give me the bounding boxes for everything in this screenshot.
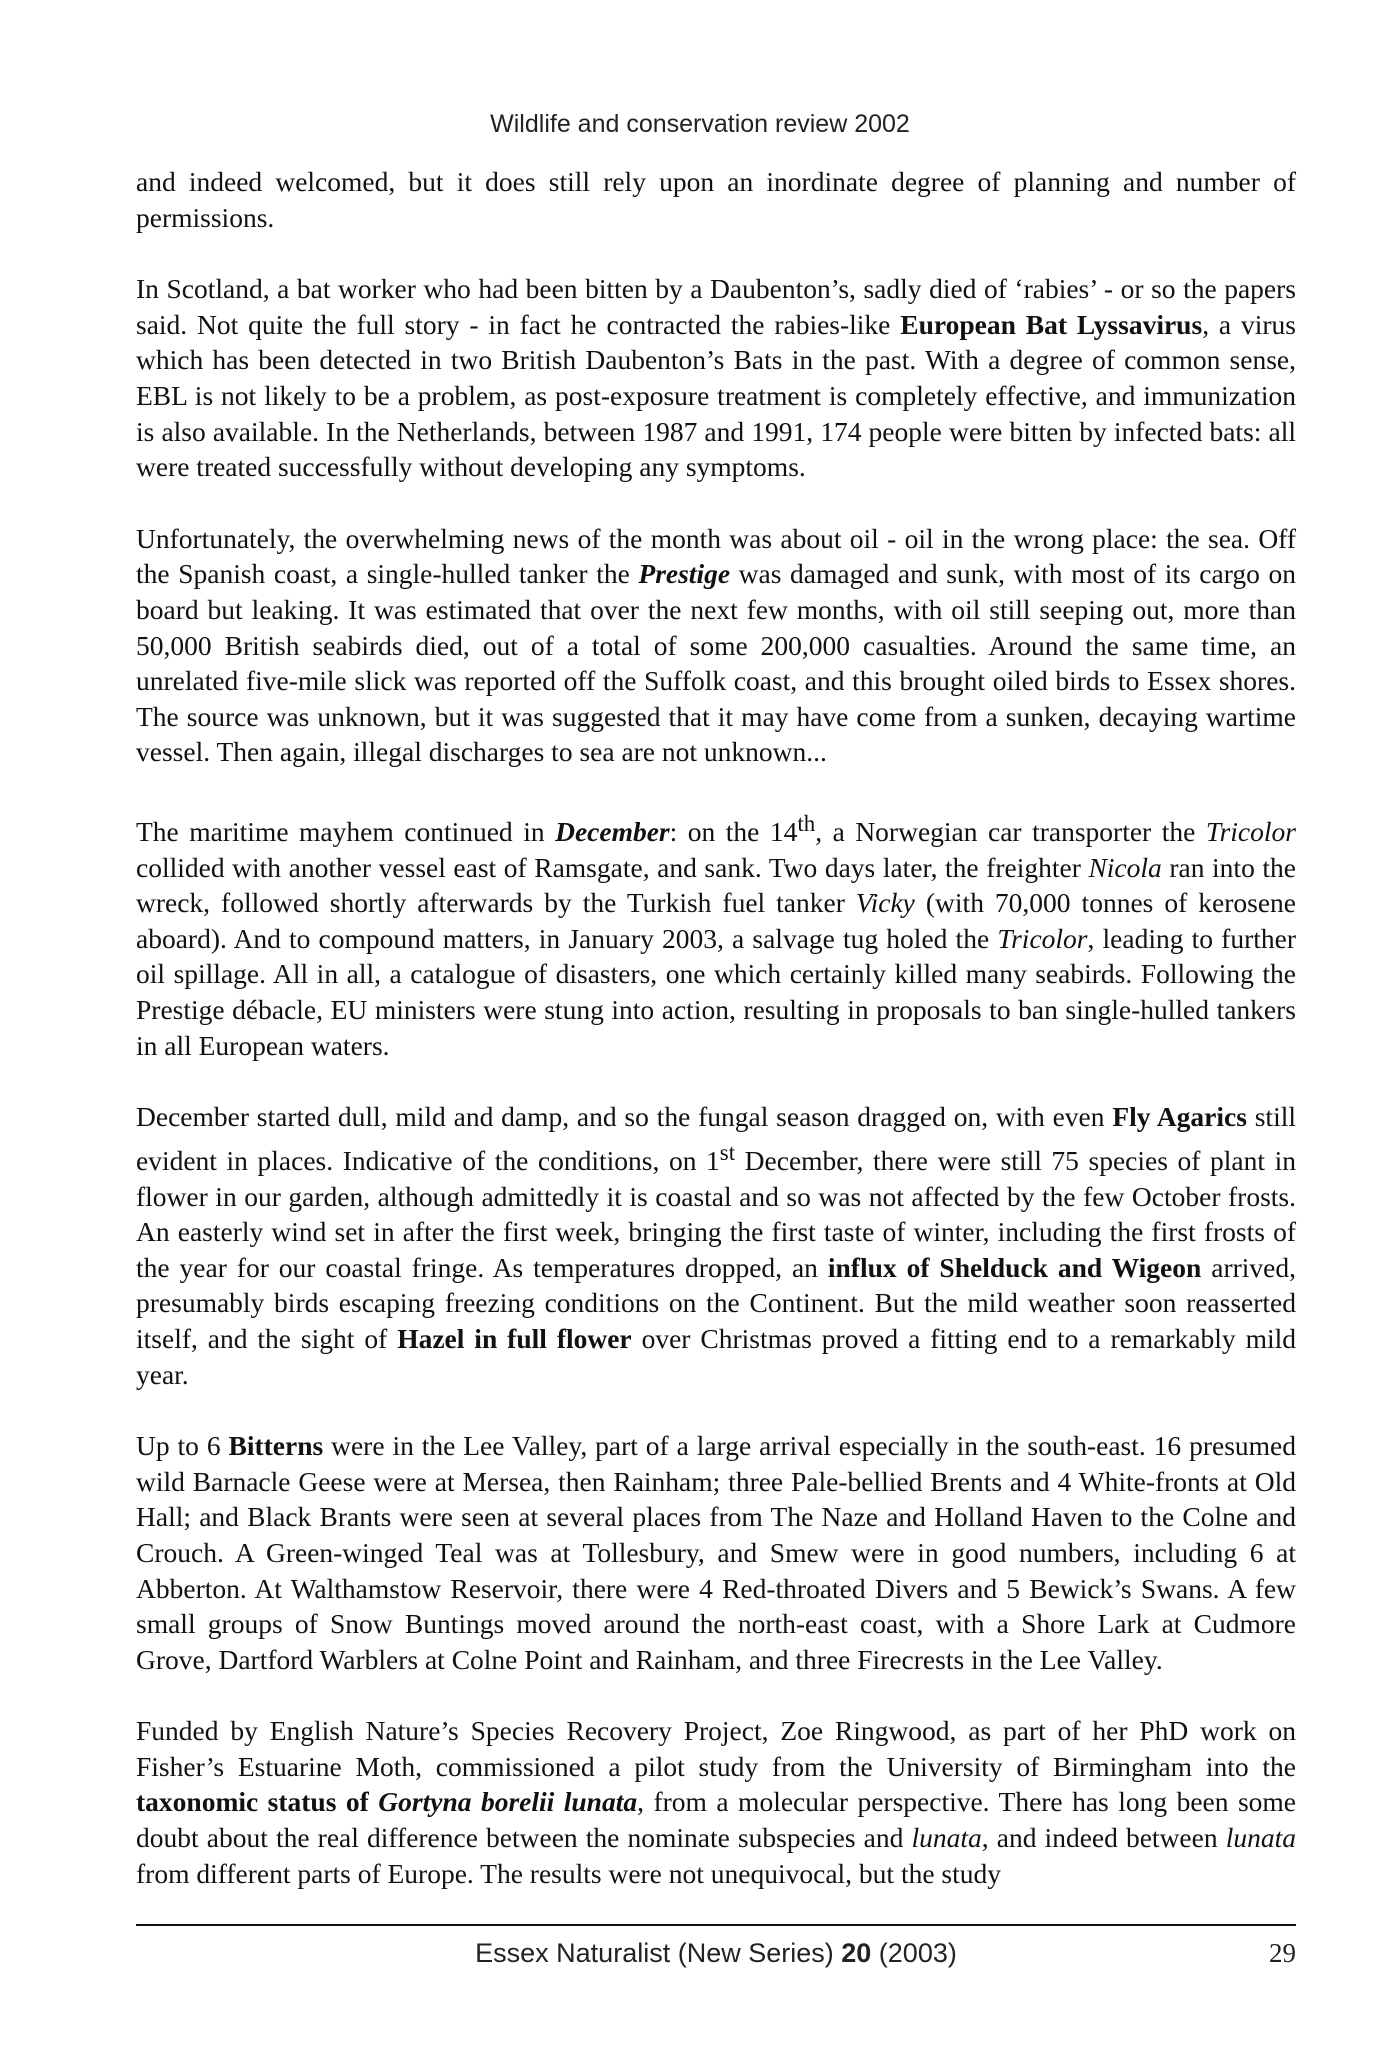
paragraph-december-maritime: The maritime mayhem continued in December: on the 14th, a Norwegian car transporter the Tricolor collided with another vessel east of Ramsgate, and sank. Two days later, the freighter Nicola ran into the wreck, followed shortly afterwards by the Turkish fuel tanker Vicky (with 70,000 tonnes of kerosene aboard). And to compound matters, in January 2003, a salvage tug holed the Tricolor, leading to further oil spillage. All in all, a catalogue of disasters, one which certainly killed many seabirds. Following the Prestige débacle, EU ministers were stung into action, resulting in proposals to ban single-hulled tankers in all European waters. xyxy=(136,810,1296,1061)
paragraph-bird-sightings: Up to 6 Bitterns were in the Lee Valley, part of a large arrival especially in the south-east. 16 presumed wild Barnacle Geese were at Mersea, then Rainham; three Pale-bellied Brents and 4 White-fronts at Old Hall; and Black Brants were seen at several places from The Naze and Holland Haven to the Colne and Crouch. A Green-winged Teal was at Tollesbury, and Smew were in good numbers, including 6 at Abberton. At Walthamstow Reservoir, there were 4 Red-throated Divers and 5 Bewick’s Swans. A few small groups of Snow Buntings moved around the north-east coast, with a Shore Lark at Cudmore Grove, Dartford Warblers at Colne Point and Rainham, and three Firecrests in the Lee Valley. xyxy=(136,1430,1296,1675)
paragraph-december-weather: December started dull, mild and damp, and so the fungal season dragged on, with even Fly Agarics still evident in places. Indicative of the conditions, on 1st December, there were still 75 species of plant in flower in our garden, although admittedly it is coastal and so was not affected by the few October frosts. An easterly wind set in after the first week, bringing the first taste of winter, including the first frosts of the year for our coastal fringe. As temperatures dropped, an influx of Shelduck and Wigeon arrived, presumably birds escaping freezing conditions on the Continent. But the mild weather soon reasserted itself, and the sight of Hazel in full flower over Christmas proved a fitting end to a remarkably mild year. xyxy=(136,1101,1296,1390)
journal-citation: Essex Naturalist (New Series) 20 (2003) xyxy=(475,1938,957,1968)
article-body xyxy=(136,164,1296,1927)
species-name-lunata-2: lunata xyxy=(1225,1822,1296,1854)
page-number: 29 xyxy=(1269,1938,1296,1968)
highlight-shelduck-wigeon: influx of Shelduck and Wigeon xyxy=(827,1251,1202,1283)
highlight-bitterns: Bitterns xyxy=(228,1430,324,1462)
highlight-taxonomic-status: taxonomic status of Gortyna borelii lunata xyxy=(136,1786,638,1818)
highlight-hazel-flower: Hazel in full flower xyxy=(397,1322,632,1354)
paragraph-permissions: and indeed welcomed, but it does still rely upon an inordinate degree of planning and number of permissions. xyxy=(136,166,1296,233)
highlight-european-bat-lyssavirus: European Bat Lyssavirus xyxy=(900,308,1203,340)
paragraph-bat-lyssavirus: In Scotland, a bat worker who had been bitten by a Daubenton’s, sadly died of ‘rabies’ - or so the papers said. Not quite the full story - in fact he contracted the rabies-like European Bat Lyssavirus, a virus which has been detected in two British Daubenton’s Bats in the past. With a degree of common sense, EBL is not likely to be a problem, as post-exposure treatment is completely effective, and immunization is also available. In the Netherlands, between 1987 and 1991, 174 people were bitten by infected bats: all were treated successfully without developing any symptoms. xyxy=(136,273,1296,483)
volume-number: 20 xyxy=(841,1938,872,1968)
footer-rule xyxy=(136,1924,1296,1926)
page-footer xyxy=(136,1938,1296,1978)
paragraph-prestige-oil-spill: Unfortunately, the overwhelming news of the month was about oil - oil in the wrong place: the sea. Off the Spanish coast, a single-hulled tanker the Prestige was damaged and sunk, with most of its cargo on board but leaking. It was estimated that over the next few months, with oil still seeping out, more than 50,000 British seabirds died, out of a total of some 200,000 casualties. Around the same time, an unrelated five-mile slick was reported off the Suffolk coast, and this brought oiled birds to Essex shores. The source was unknown, but it was suggested that it may have come from a sunken, decaying wartime vessel. Then again, illegal discharges to sea are not unknown... xyxy=(136,522,1296,768)
ship-name-nicola: Nicola xyxy=(1088,851,1162,883)
highlight-fly-agarics: Fly Agarics xyxy=(1112,1101,1247,1133)
ship-name-vicky: Vicky xyxy=(855,887,915,919)
species-name-gortyna: Gortyna borelii lunata xyxy=(378,1786,638,1818)
ship-name-tricolor-2: Tricolor xyxy=(997,922,1088,954)
month-heading-december: December xyxy=(555,816,670,848)
ship-name-tricolor: Tricolor xyxy=(1205,816,1296,848)
running-header: Wildlife and conservation review 2002 xyxy=(490,110,910,138)
ship-name-prestige: Prestige xyxy=(638,558,731,590)
paragraph-moth-study: Funded by English Nature’s Species Recovery Project, Zoe Ringwood, as part of her PhD work on Fisher’s Estuarine Moth, commissioned a pilot study from the University of Birmingham into the taxonomic status of Gortyna borelii lunata, from a molecular perspective. There has long been some doubt about the real difference between the nominate subspecies and lunata, and indeed between lunata from different parts of Europe. The results were not unequivocal, but the study xyxy=(136,1715,1297,1889)
species-name-lunata: lunata xyxy=(911,1822,982,1854)
